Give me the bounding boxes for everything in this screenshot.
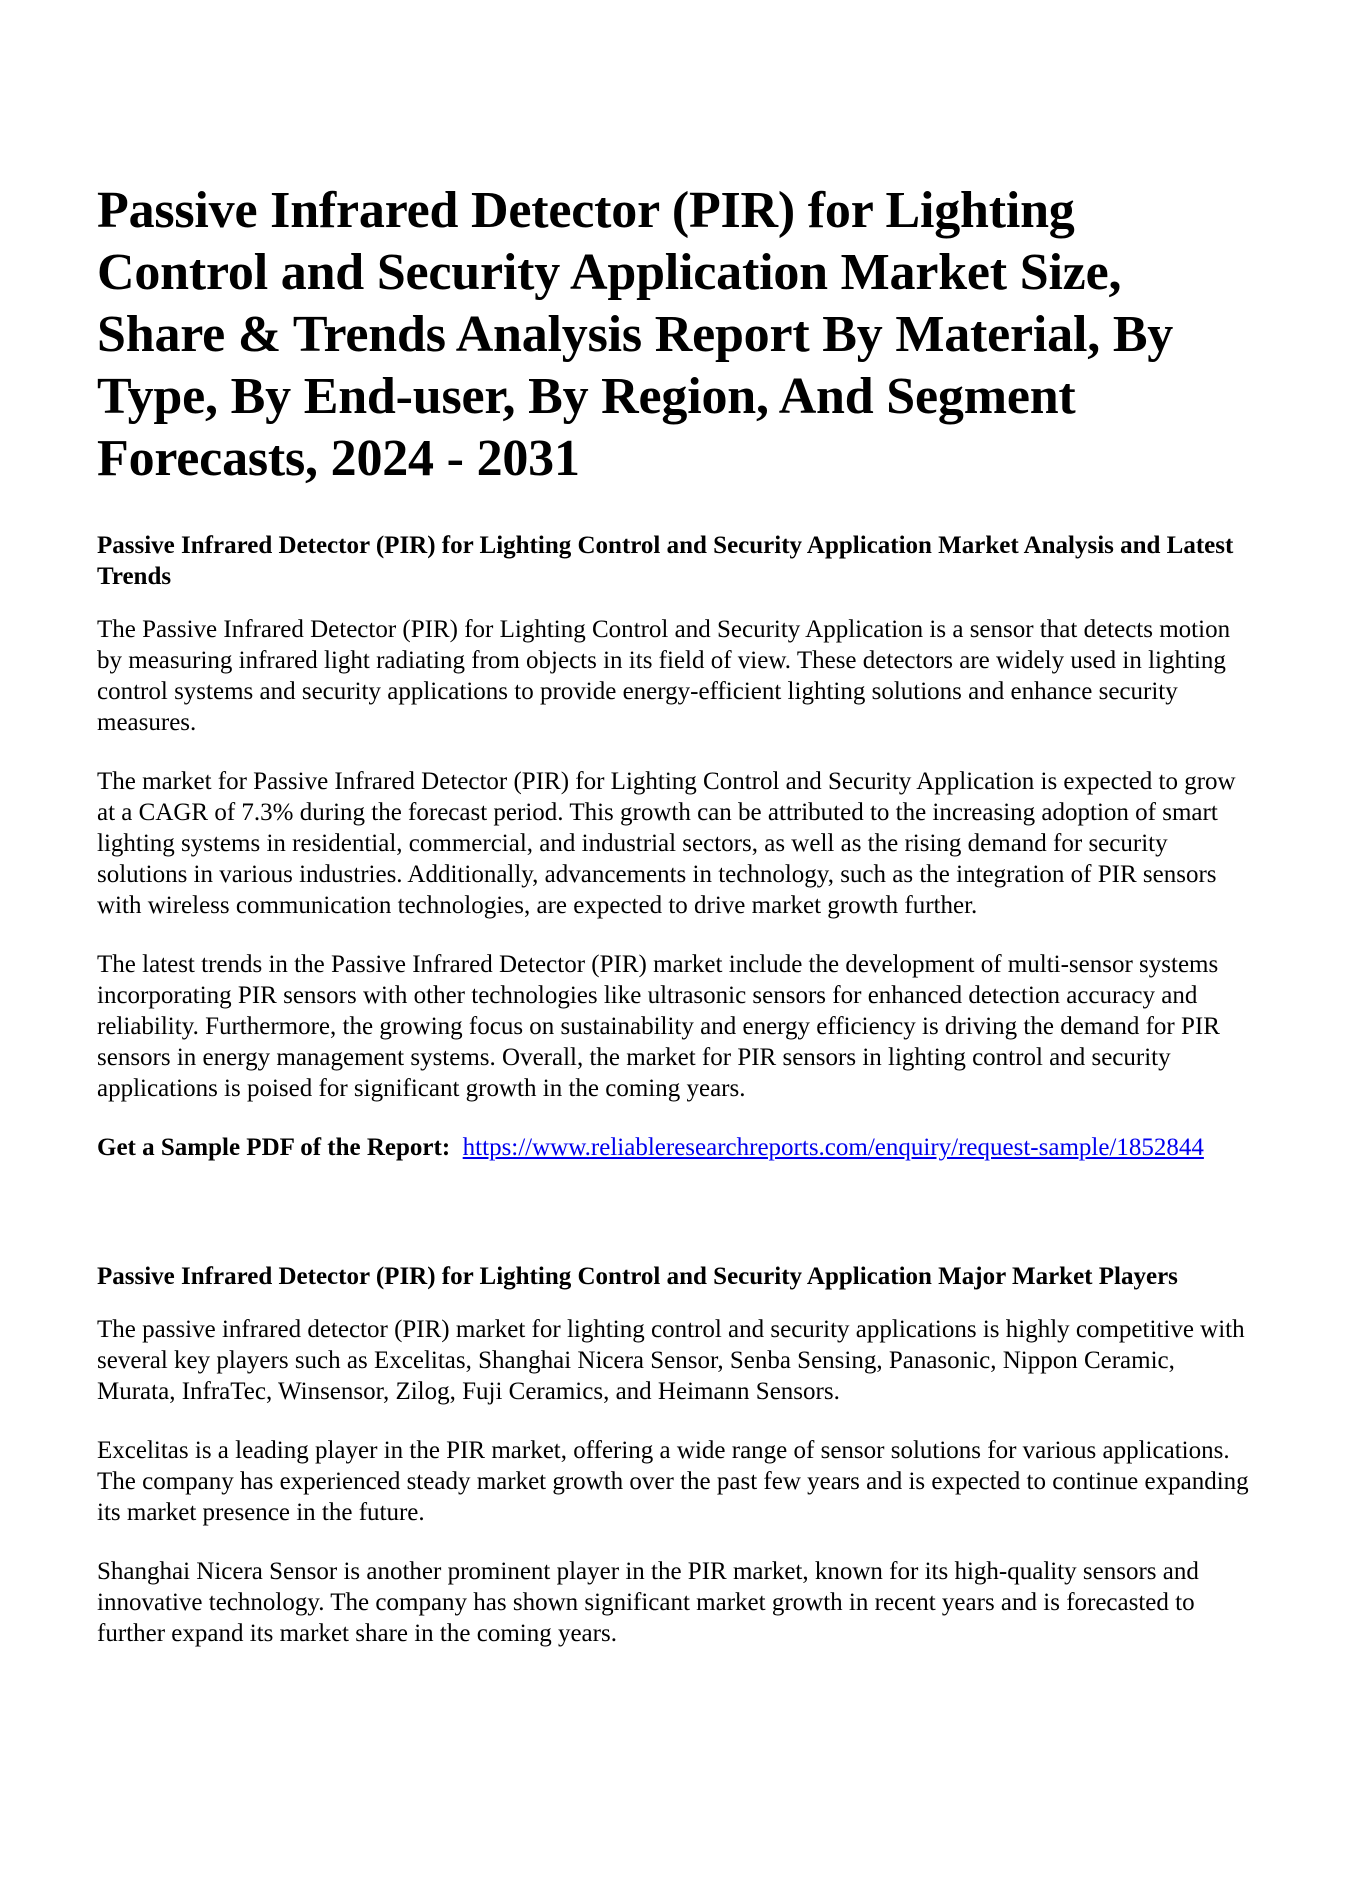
- paragraph-definition: The Passive Infrared Detector (PIR) for Lighting Control and Security Application is a sensor that detects motion by measuring infrared light radiating from objects in its field of view. These detectors are widely used in lighting control systems and security applications to provide energy-efficient lighting solutions and enhance security measures.: [97, 616, 1231, 736]
- paragraph-players-overview: The passive infrared detector (PIR) market for lighting control and security applications is highly competitive with several key players such as Excelitas, Shanghai Nicera Sensor, Senba Sensing, Panasonic, Nippon Ceramic, Murata, InfraTec, Winsensor, Zilog, Fuji Ceramics, and Heimann Sensors.: [97, 1316, 1245, 1405]
- page-title: Passive Infrared Detector (PIR) for Lighting Control and Security Application Market Size, Share & Trends Analysis Report By Material, By Type, By End-user, By Region, And Segment Forecasts, 2024 - 2031: [97, 182, 1174, 487]
- document-page: [97, 180, 1257, 1677]
- sample-pdf-link[interactable]: https://www.reliableresearchreports.com/enquiry/request-sample/1852844: [462, 1134, 1204, 1161]
- section-heading-players: Passive Infrared Detector (PIR) for Lighting Control and Security Application Major Market Players: [97, 1263, 1178, 1290]
- section-heading-analysis: Passive Infrared Detector (PIR) for Lighting Control and Security Application Market Analysis and Latest Trends: [97, 532, 1234, 590]
- paragraph-latest-trends: The latest trends in the Passive Infrared Detector (PIR) market include the development of multi-sensor systems incorporating PIR sensors with other technologies like ultrasonic sensors for enhanced detection accuracy and reliability. Furthermore, the growing focus on sustainability and energy efficiency is driving the demand for PIR sensors in energy management systems. Overall, the market for PIR sensors in lighting control and security applications is poised for significant growth in the coming years.: [97, 951, 1220, 1102]
- sample-pdf-line: [97, 1132, 1257, 1163]
- paragraph-market-growth: The market for Passive Infrared Detector (PIR) for Lighting Control and Security Application is expected to grow at a CAGR of 7.3% during the forecast period. This growth can be attributed to the increasing adoption of smart lighting systems in residential, commercial, and industrial sectors, as well as the rising demand for security solutions in various industries. Additionally, advancements in technology, such as the integration of PIR sensors with wireless communication technologies, are expected to drive market growth further.: [97, 768, 1236, 919]
- paragraph-excelitas: Excelitas is a leading player in the PIR market, offering a wide range of sensor solutions for various applications. The company has experienced steady market growth over the past few years and is expected to continue expanding its market presence in the future.: [97, 1437, 1249, 1526]
- sample-pdf-label: Get a Sample PDF of the Report:: [97, 1134, 451, 1161]
- section-spacer: [97, 1191, 1257, 1261]
- paragraph-shanghai-nicera: Shanghai Nicera Sensor is another prominent player in the PIR market, known for its high-quality sensors and innovative technology. The company has shown significant market growth in recent years and is forecasted to further expand its market share in the coming years.: [97, 1558, 1199, 1647]
